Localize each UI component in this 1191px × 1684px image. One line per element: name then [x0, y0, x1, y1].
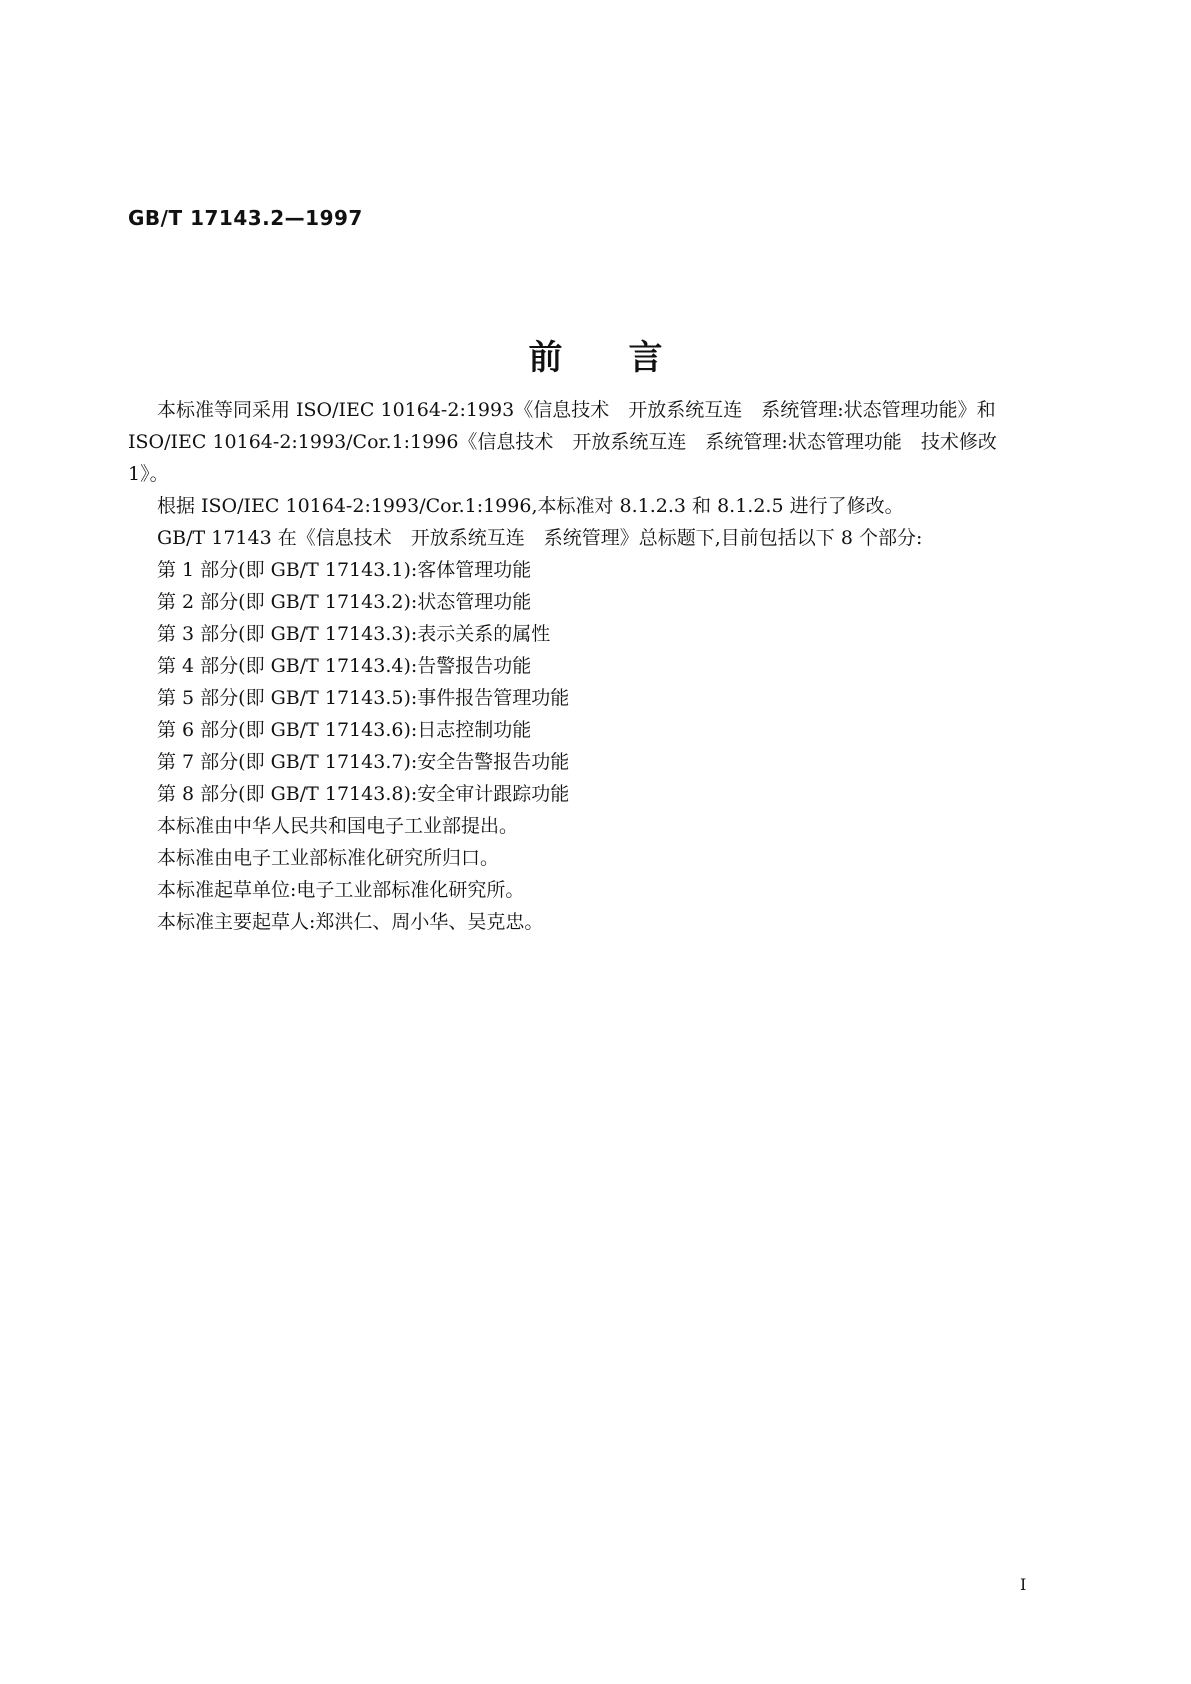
list-item-part-5 — [157, 682, 1057, 714]
foreword-body — [128, 394, 1057, 938]
part-label: 第 1 部分(即 GB/T 17143.1): — [157, 559, 418, 581]
paragraph-drafters: 本标准主要起草人:郑洪仁、周小华、吴克忠。 — [157, 911, 544, 933]
part-label: 第 7 部分(即 GB/T 17143.7): — [157, 751, 418, 773]
paragraph-modification: 根据 ISO/IEC 10164-2:1993/Cor.1:1996,本标准对 8.1.2.3 和 8.1.2.5 进行了修改。 — [157, 495, 904, 517]
standard-code: GB/T 17143.2—1997 — [128, 206, 363, 230]
part-name: 事件报告管理功能 — [417, 687, 570, 709]
paragraph-centralized-by: 本标准由电子工业部标准化研究所归口。 — [157, 847, 500, 869]
part-name: 告警报告功能 — [417, 655, 532, 677]
part-label: 第 2 部分(即 GB/T 17143.2): — [157, 591, 418, 613]
paragraph-adoption-line-3: 1》。 — [128, 463, 169, 485]
page-title: 前言 — [528, 338, 729, 378]
page-number: I — [1020, 1575, 1027, 1594]
part-name: 状态管理功能 — [417, 591, 532, 613]
list-item-part-1 — [157, 554, 1057, 586]
list-item-part-4 — [157, 650, 1057, 682]
part-label: 第 8 部分(即 GB/T 17143.8): — [157, 783, 418, 805]
paragraph-parts-intro: GB/T 17143 在《信息技术 开放系统互连 系统管理》总标题下,目前包括以下 8 个部分: — [157, 527, 923, 549]
part-label: 第 5 部分(即 GB/T 17143.5): — [157, 687, 418, 709]
part-label: 第 4 部分(即 GB/T 17143.4): — [157, 655, 418, 677]
list-item-part-3 — [157, 618, 1057, 650]
part-name: 表示关系的属性 — [417, 623, 551, 645]
list-item-part-2 — [157, 586, 1057, 618]
part-name: 客体管理功能 — [417, 559, 532, 581]
list-item-part-7 — [157, 746, 1057, 778]
part-label: 第 6 部分(即 GB/T 17143.6): — [157, 719, 418, 741]
list-item-part-8 — [157, 778, 1057, 810]
paragraph-drafting-unit: 本标准起草单位:电子工业部标准化研究所。 — [157, 879, 525, 901]
part-name: 安全告警报告功能 — [417, 751, 570, 773]
paragraph-proposed-by: 本标准由中华人民共和国电子工业部提出。 — [157, 815, 519, 837]
paragraph-adoption-line-1: 本标准等同采用 ISO/IEC 10164-2:1993《信息技术 开放系统互连 系统管理:状态管理功能》和 — [157, 399, 996, 421]
list-item-part-6 — [157, 714, 1057, 746]
paragraph-adoption-line-2: ISO/IEC 10164-2:1993/Cor.1:1996《信息技术 开放系统互连 系统管理:状态管理功能 技术修改 — [128, 431, 997, 453]
part-name: 日志控制功能 — [417, 719, 532, 741]
part-label: 第 3 部分(即 GB/T 17143.3): — [157, 623, 418, 645]
part-name: 安全审计跟踪功能 — [417, 783, 570, 805]
